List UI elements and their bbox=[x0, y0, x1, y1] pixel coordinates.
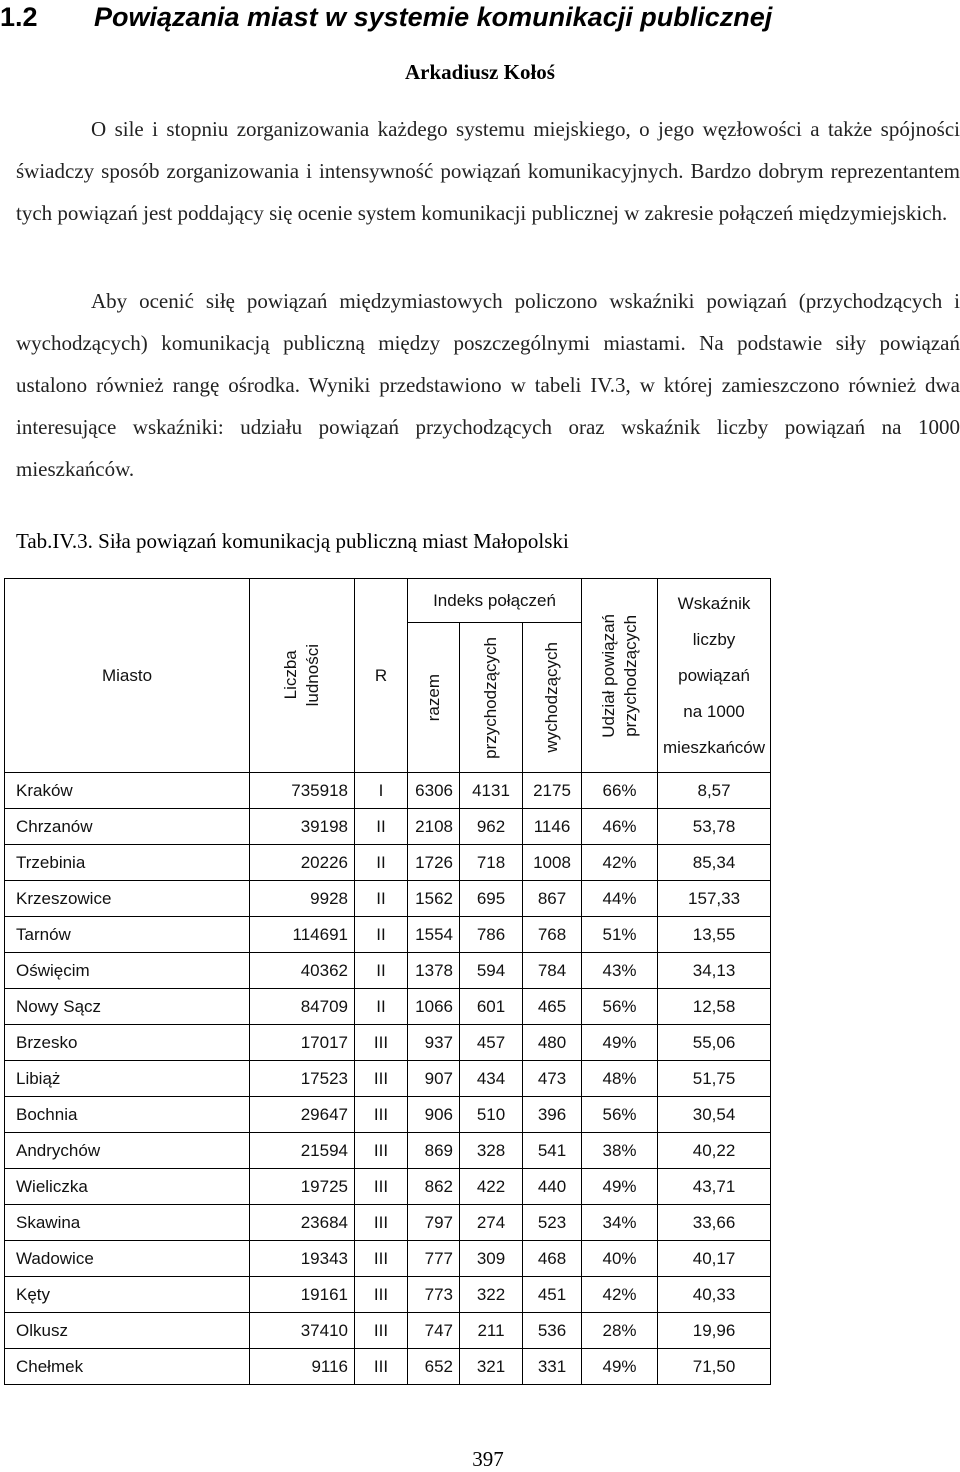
cell-ratio: 13,55 bbox=[658, 917, 771, 953]
cell-incoming: 321 bbox=[460, 1349, 523, 1385]
section-heading bbox=[0, 0, 960, 34]
cell-city: Kraków bbox=[5, 773, 250, 809]
cell-incoming: 786 bbox=[460, 917, 523, 953]
cell-outgoing: 541 bbox=[523, 1133, 582, 1169]
cell-ratio: 12,58 bbox=[658, 989, 771, 1025]
cell-incoming: 601 bbox=[460, 989, 523, 1025]
cell-population: 39198 bbox=[250, 809, 355, 845]
cell-total: 2108 bbox=[408, 809, 460, 845]
cell-incoming: 422 bbox=[460, 1169, 523, 1205]
header-incoming-label: przychodzących bbox=[481, 636, 500, 759]
cell-share: 46% bbox=[582, 809, 658, 845]
table-row bbox=[5, 1277, 771, 1313]
cell-incoming: 328 bbox=[460, 1133, 523, 1169]
paragraph-1 bbox=[16, 108, 960, 234]
table-row bbox=[5, 1169, 771, 1205]
cell-incoming: 962 bbox=[460, 809, 523, 845]
cell-outgoing: 1146 bbox=[523, 809, 582, 845]
cell-population: 19343 bbox=[250, 1241, 355, 1277]
cell-rank: II bbox=[355, 809, 408, 845]
cell-outgoing: 465 bbox=[523, 989, 582, 1025]
cell-rank: II bbox=[355, 989, 408, 1025]
cell-city: Wadowice bbox=[5, 1241, 250, 1277]
table-row bbox=[5, 1133, 771, 1169]
table-row bbox=[5, 1097, 771, 1133]
table-row bbox=[5, 1313, 771, 1349]
cell-outgoing: 867 bbox=[523, 881, 582, 917]
cell-population: 19161 bbox=[250, 1277, 355, 1313]
header-rank: R bbox=[355, 579, 408, 773]
cell-ratio: 71,50 bbox=[658, 1349, 771, 1385]
section-title: Powiązania miast w systemie komunikacji publicznej bbox=[94, 2, 773, 32]
cell-population: 37410 bbox=[250, 1313, 355, 1349]
cell-outgoing: 784 bbox=[523, 953, 582, 989]
header-population-line2: ludności bbox=[303, 644, 322, 707]
cell-ratio: 40,33 bbox=[658, 1277, 771, 1313]
page-number: 397 bbox=[472, 1447, 504, 1471]
paragraph-1-text: O sile i stopniu zorganizowania każdego systemu miejskiego, o jego węzłowości a także spójności świadczy sposób zorganizowania i intensywność powiązań komunikacyjnych. Bardzo dobrym reprezentantem tych powiązań jest poddający się ocenie system komunikacji publicznej w zakresie połączeń międzymiejskich. bbox=[16, 117, 960, 225]
header-share-line1: Udział powiązań bbox=[598, 613, 618, 738]
cell-rank: II bbox=[355, 953, 408, 989]
cell-outgoing: 396 bbox=[523, 1097, 582, 1133]
cell-city: Bochnia bbox=[5, 1097, 250, 1133]
table-caption: Tab.IV.3. Siła powiązań komunikacją publiczną miast Małopolski bbox=[16, 529, 569, 553]
cell-ratio: 43,71 bbox=[658, 1169, 771, 1205]
header-incoming bbox=[460, 623, 523, 773]
cell-ratio: 40,17 bbox=[658, 1241, 771, 1277]
cell-total: 1554 bbox=[408, 917, 460, 953]
cell-rank: II bbox=[355, 917, 408, 953]
cell-share: 49% bbox=[582, 1349, 658, 1385]
cell-city: Chełmek bbox=[5, 1349, 250, 1385]
cell-share: 48% bbox=[582, 1061, 658, 1097]
table-row bbox=[5, 989, 771, 1025]
cell-incoming: 510 bbox=[460, 1097, 523, 1133]
cell-ratio: 8,57 bbox=[658, 773, 771, 809]
cell-rank: III bbox=[355, 1133, 408, 1169]
cell-ratio: 55,06 bbox=[658, 1025, 771, 1061]
table-row bbox=[5, 1349, 771, 1385]
cell-rank: III bbox=[355, 1169, 408, 1205]
cell-city: Tarnów bbox=[5, 917, 250, 953]
cell-share: 42% bbox=[582, 1277, 658, 1313]
table-row bbox=[5, 1241, 771, 1277]
cell-city: Olkusz bbox=[5, 1313, 250, 1349]
cell-total: 6306 bbox=[408, 773, 460, 809]
cell-total: 777 bbox=[408, 1241, 460, 1277]
cell-city: Libiąż bbox=[5, 1061, 250, 1097]
cell-city: Oświęcim bbox=[5, 953, 250, 989]
cell-share: 49% bbox=[582, 1169, 658, 1205]
cell-share: 43% bbox=[582, 953, 658, 989]
cell-share: 56% bbox=[582, 989, 658, 1025]
cell-ratio: 30,54 bbox=[658, 1097, 771, 1133]
cell-total: 652 bbox=[408, 1349, 460, 1385]
cell-total: 797 bbox=[408, 1205, 460, 1241]
cell-ratio: 51,75 bbox=[658, 1061, 771, 1097]
cell-share: 51% bbox=[582, 917, 658, 953]
cell-share: 42% bbox=[582, 845, 658, 881]
paragraph-2-text: Aby ocenić siłę powiązań międzymiastowych policzono wskaźniki powiązań (przychodzących i wychodzących) komunikacją publiczną między poszczególnymi miastami. Na podstawie siły powiązań ustalono również rangę ośrodka. Wyniki przedstawiono w tabeli IV.3, w której zamieszczono również dwa interesujące wskaźniki: udziału powiązań przychodzących oraz wskaźnik liczby powiązań na 1000 mieszkańców. bbox=[16, 289, 960, 481]
cell-total: 906 bbox=[408, 1097, 460, 1133]
section-number: 1.2 bbox=[0, 2, 38, 32]
cell-population: 29647 bbox=[250, 1097, 355, 1133]
cell-outgoing: 473 bbox=[523, 1061, 582, 1097]
table-row bbox=[5, 1025, 771, 1061]
cell-ratio: 40,22 bbox=[658, 1133, 771, 1169]
table-body bbox=[5, 773, 771, 1385]
header-total bbox=[408, 623, 460, 773]
header-share bbox=[582, 579, 658, 773]
cell-city: Trzebinia bbox=[5, 845, 250, 881]
cell-rank: III bbox=[355, 1025, 408, 1061]
cell-share: 34% bbox=[582, 1205, 658, 1241]
header-ratio-line2: liczby bbox=[692, 629, 736, 649]
cell-rank: III bbox=[355, 1277, 408, 1313]
cell-ratio: 53,78 bbox=[658, 809, 771, 845]
cell-outgoing: 536 bbox=[523, 1313, 582, 1349]
table-row bbox=[5, 809, 771, 845]
cell-ratio: 34,13 bbox=[658, 953, 771, 989]
header-share-line2: przychodzących bbox=[620, 614, 640, 737]
cell-rank: III bbox=[355, 1349, 408, 1385]
header-ratio-line5: mieszkańców bbox=[663, 737, 766, 757]
cell-population: 114691 bbox=[250, 917, 355, 953]
header-outgoing-label: wychodzących bbox=[542, 642, 562, 753]
cell-population: 21594 bbox=[250, 1133, 355, 1169]
cell-outgoing: 440 bbox=[523, 1169, 582, 1205]
city-connections-table bbox=[4, 578, 771, 1385]
cell-share: 28% bbox=[582, 1313, 658, 1349]
cell-rank: II bbox=[355, 881, 408, 917]
cell-rank: I bbox=[355, 773, 408, 809]
cell-outgoing: 451 bbox=[523, 1277, 582, 1313]
cell-population: 19725 bbox=[250, 1169, 355, 1205]
cell-city: Skawina bbox=[5, 1205, 250, 1241]
cell-city: Wieliczka bbox=[5, 1169, 250, 1205]
cell-incoming: 274 bbox=[460, 1205, 523, 1241]
cell-total: 1726 bbox=[408, 845, 460, 881]
header-population bbox=[250, 579, 355, 773]
cell-rank: II bbox=[355, 845, 408, 881]
cell-outgoing: 480 bbox=[523, 1025, 582, 1061]
cell-share: 56% bbox=[582, 1097, 658, 1133]
cell-total: 869 bbox=[408, 1133, 460, 1169]
cell-total: 1562 bbox=[408, 881, 460, 917]
cell-outgoing: 523 bbox=[523, 1205, 582, 1241]
cell-ratio: 33,66 bbox=[658, 1205, 771, 1241]
table-row bbox=[5, 1061, 771, 1097]
cell-city: Krzeszowice bbox=[5, 881, 250, 917]
cell-population: 735918 bbox=[250, 773, 355, 809]
cell-share: 49% bbox=[582, 1025, 658, 1061]
cell-rank: III bbox=[355, 1313, 408, 1349]
table-row bbox=[5, 953, 771, 989]
header-ratio bbox=[658, 579, 771, 773]
cell-incoming: 322 bbox=[460, 1277, 523, 1313]
cell-total: 1066 bbox=[408, 989, 460, 1025]
cell-incoming: 211 bbox=[460, 1313, 523, 1349]
table-row bbox=[5, 845, 771, 881]
cell-city: Chrzanów bbox=[5, 809, 250, 845]
table-row bbox=[5, 773, 771, 809]
cell-population: 40362 bbox=[250, 953, 355, 989]
cell-population: 23684 bbox=[250, 1205, 355, 1241]
cell-rank: III bbox=[355, 1097, 408, 1133]
cell-incoming: 309 bbox=[460, 1241, 523, 1277]
table-row bbox=[5, 1205, 771, 1241]
header-ratio-line3: powiązań bbox=[678, 665, 750, 685]
cell-incoming: 4131 bbox=[460, 773, 523, 809]
cell-share: 40% bbox=[582, 1241, 658, 1277]
header-total-label: razem bbox=[423, 673, 443, 722]
paragraph-2 bbox=[16, 280, 960, 490]
cell-incoming: 434 bbox=[460, 1061, 523, 1097]
cell-incoming: 457 bbox=[460, 1025, 523, 1061]
cell-population: 9116 bbox=[250, 1349, 355, 1385]
header-population-line1: Liczba bbox=[281, 650, 300, 701]
cell-ratio: 157,33 bbox=[658, 881, 771, 917]
cell-population: 9928 bbox=[250, 881, 355, 917]
cell-incoming: 594 bbox=[460, 953, 523, 989]
cell-population: 84709 bbox=[250, 989, 355, 1025]
cell-total: 1378 bbox=[408, 953, 460, 989]
cell-outgoing: 2175 bbox=[523, 773, 582, 809]
cell-total: 773 bbox=[408, 1277, 460, 1313]
header-ratio-line1: Wskaźnik bbox=[677, 593, 751, 613]
cell-city: Brzesko bbox=[5, 1025, 250, 1061]
cell-total: 747 bbox=[408, 1313, 460, 1349]
cell-share: 38% bbox=[582, 1133, 658, 1169]
cell-ratio: 85,34 bbox=[658, 845, 771, 881]
cell-total: 862 bbox=[408, 1169, 460, 1205]
table-row bbox=[5, 881, 771, 917]
cell-share: 44% bbox=[582, 881, 658, 917]
cell-incoming: 718 bbox=[460, 845, 523, 881]
cell-population: 17017 bbox=[250, 1025, 355, 1061]
cell-rank: III bbox=[355, 1061, 408, 1097]
cell-city: Kęty bbox=[5, 1277, 250, 1313]
cell-total: 937 bbox=[408, 1025, 460, 1061]
author-name: Arkadiusz Kołoś bbox=[405, 60, 555, 84]
cell-city: Andrychów bbox=[5, 1133, 250, 1169]
cell-outgoing: 1008 bbox=[523, 845, 582, 881]
cell-outgoing: 768 bbox=[523, 917, 582, 953]
cell-city: Nowy Sącz bbox=[5, 989, 250, 1025]
cell-ratio: 19,96 bbox=[658, 1313, 771, 1349]
header-city: Miasto bbox=[5, 579, 250, 773]
header-outgoing bbox=[523, 623, 582, 773]
cell-outgoing: 468 bbox=[523, 1241, 582, 1277]
cell-rank: III bbox=[355, 1241, 408, 1277]
header-index-group: Indeks połączeń bbox=[408, 579, 582, 623]
cell-share: 66% bbox=[582, 773, 658, 809]
cell-outgoing: 331 bbox=[523, 1349, 582, 1385]
cell-rank: III bbox=[355, 1205, 408, 1241]
cell-incoming: 695 bbox=[460, 881, 523, 917]
cell-population: 20226 bbox=[250, 845, 355, 881]
cell-total: 907 bbox=[408, 1061, 460, 1097]
table-row bbox=[5, 917, 771, 953]
header-ratio-line4: na 1000 bbox=[683, 701, 745, 721]
cell-population: 17523 bbox=[250, 1061, 355, 1097]
